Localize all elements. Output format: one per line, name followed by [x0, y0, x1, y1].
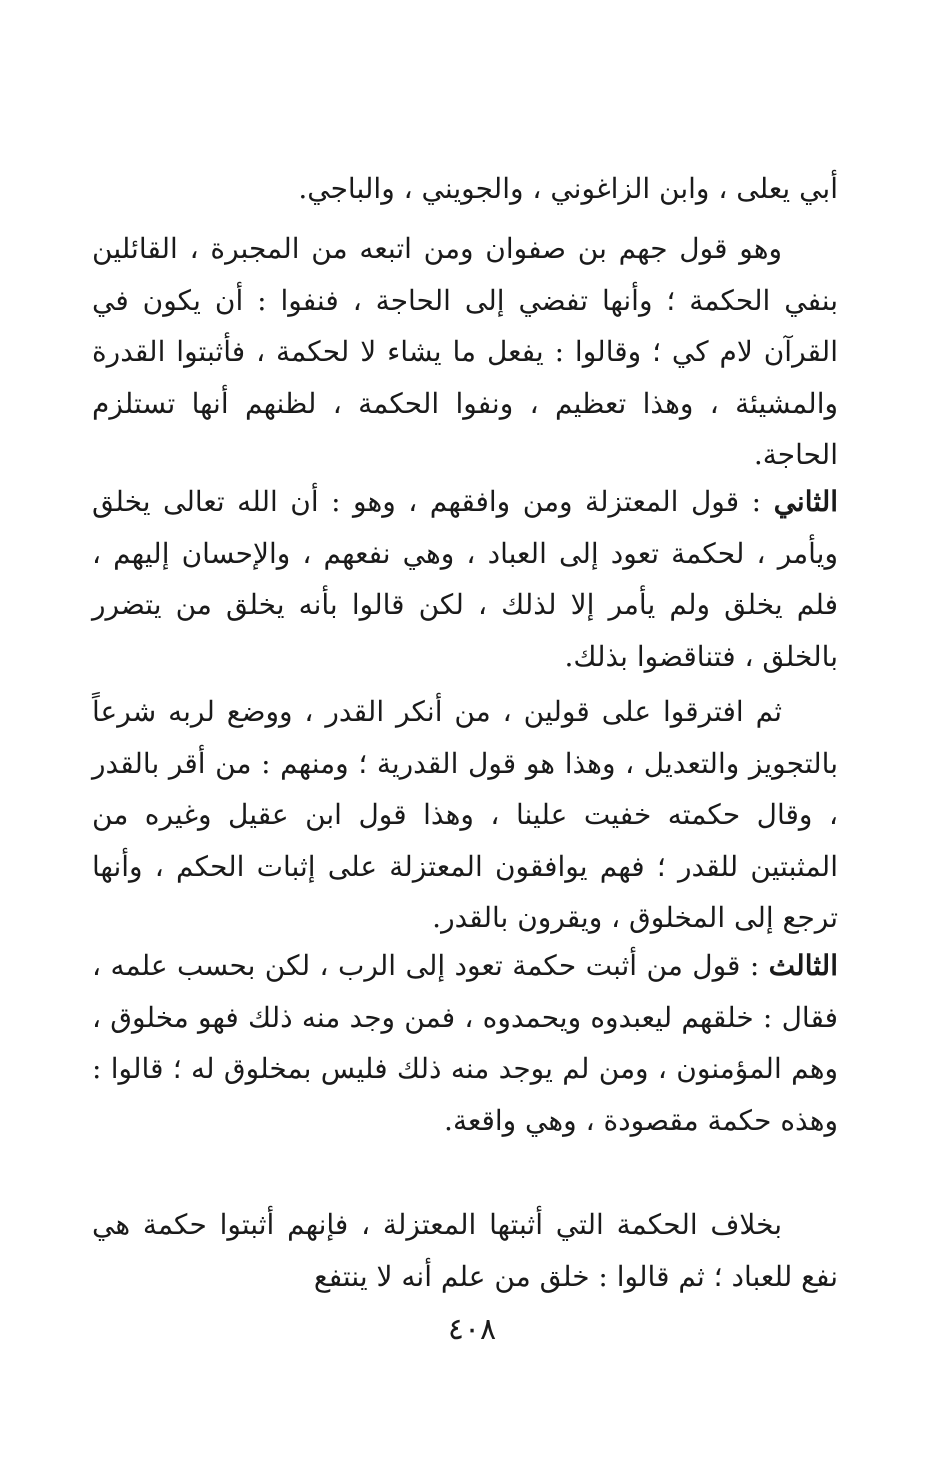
paragraph-text: : قول من أثبت حكمة تعود إلى الرب ، لكن بحسب علمه ، فقال : خلقهم ليعبدوه ويحمدوه ، فمن وجد منه ذلك فهو مخلوق ، وهم المؤمنون ، ومن لم يوجد منه ذلك فليس بمخلوق له ؛ قالوا : وهذه حكمة مقصودة ، وهي واقعة.: [92, 949, 838, 1137]
paragraph-text: بخلاف الحكمة التي أثبتها المعتزلة ، فإنهم أثبتوا حكمة هي نفع للعباد ؛ ثم قالوا : خلق من علم أنه لا ينتفع: [92, 1208, 838, 1293]
paragraph-3: [92, 476, 838, 682]
paragraph-text: : قول المعتزلة ومن وافقهم ، وهو : أن الله تعالى يخلق ويأمر ، لحكمة تعود إلى العباد ، وهي نفعهم ، والإحسان إليهم ، فلم يخلق ولم يأمر إلا لذلك ، لكن قالوا بأنه يخلق من يتضرر بالخلق ، فتناقضوا بذلك.: [92, 485, 838, 673]
paragraph-6: [92, 1199, 838, 1302]
paragraph-text: ثم افترقوا على قولين ، من أنكر القدر ، ووضع لربه شرعاً بالتجويز والتعديل ، وهذا هو قول القدرية ؛ ومنهم : من أقر بالقدر ، وقال حكمته خفيت علينا ، وهذا قول ابن عقيل وغيره من المثبتين للقدر ؛ فهم يوافقون المعتزلة على إثبات الحكم ، وأنها ترجع إلى المخلوق ، ويقرون بالقدر.: [92, 695, 838, 934]
paragraph-5: [92, 940, 838, 1146]
paragraph-1: [92, 163, 838, 215]
paragraph-4: [92, 686, 838, 944]
paragraph-text: وهو قول جهم بن صفوان ومن اتبعه من المجبرة ، القائلين بنفي الحكمة ؛ وأنها تفضي إلى الحاجة ، فنفوا : أن يكون في القرآن لام كي ؛ وقالوا : يفعل ما يشاء لا لحكمة ، فأثبتوا القدرة والمشيئة ، وهذا تعظيم ، ونفوا الحكمة ، لظنهم أنها تستلزم الحاجة.: [92, 232, 838, 471]
paragraph-lead-thani: الثاني: [773, 485, 838, 518]
paragraph-lead-thalith: الثالث: [768, 949, 838, 982]
paragraph-2: [92, 223, 838, 481]
page-number: ٤٠٨: [447, 1312, 497, 1347]
paragraph-text: أبي يعلى ، وابن الزاغوني ، والجويني ، والباجي.: [298, 172, 838, 205]
